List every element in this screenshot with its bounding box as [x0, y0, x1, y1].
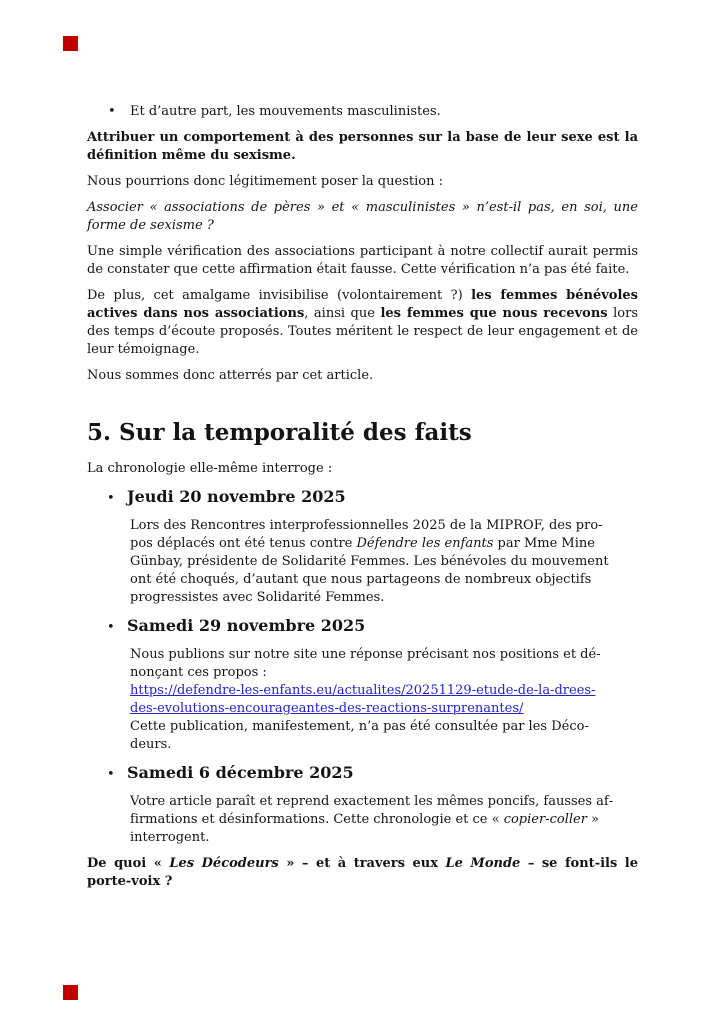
- paragraph: [87, 173, 638, 191]
- text-run: Nous sommes donc atterrés par cet article.: [87, 368, 374, 383]
- red-square-marker-bottom: [63, 985, 78, 1000]
- article-link[interactable]: https://defendre-les-enfants.eu/actualites/20251129-etude-de-la-drees-des-evolutions-encourageantes-des-reactions-surprenantes/: [130, 683, 596, 716]
- text-run: Défendre les enfants: [356, 536, 494, 551]
- text-run: par Mme Mine Günbay, présidente de Solidarité Femmes. Les bénévoles du mouvement ont été choqués, d’autant que nous partageons de nombreux objectifs progressistes avec Solidarité Femmes.: [130, 536, 609, 605]
- text-run: La chronologie elle-même interroge :: [87, 461, 333, 476]
- text-run: Cette publication, manifestement, n’a pas été consultée par les Décodeurs.: [130, 719, 589, 752]
- list-item-text: [127, 763, 354, 782]
- text-run: 5. Sur la temporalité des faits: [87, 419, 472, 446]
- text-run: Samedi 29 novembre 2025: [127, 616, 366, 635]
- list-item-text: [127, 487, 346, 506]
- date-list-item: [87, 762, 638, 783]
- text-run: les femmes que nous recevons: [380, 306, 608, 321]
- red-square-marker-top: [63, 36, 78, 51]
- text-run: , ainsi que: [304, 306, 381, 321]
- bullet-icon: •: [107, 767, 115, 782]
- text-run: De quoi «: [87, 856, 170, 871]
- text-run: Votre article paraît et reprend exactement les mêmes poncifs, fausses affirmations et désinformations. Cette chronologie et ce «: [130, 794, 614, 827]
- list-item-text: [127, 616, 365, 635]
- text-run: » interrogent.: [130, 812, 600, 845]
- text-run: Lors des Rencontres interprofessionnelles 2025 de la MIPROF, des propos déplacés ont été tenus contre: [130, 518, 603, 551]
- paragraph: [87, 243, 638, 279]
- bullet-icon: •: [107, 620, 115, 635]
- text-run: Une simple vérification des associations participant à notre collectif aurait permis de constater que cette affirmation était fausse. Cette vérification n’a pas été faite.: [87, 244, 638, 277]
- text-run: les femmes bénévoles actives dans nos associations: [87, 288, 638, 321]
- bullet-icon: •: [108, 104, 116, 119]
- paragraph: [87, 367, 638, 385]
- bullet-list-item: [87, 103, 638, 121]
- text-run: Attribuer un comportement à des personnes sur la base de leur sexe est la définition même du sexisme.: [87, 130, 638, 163]
- list-sub-paragraph: [130, 646, 618, 754]
- text-run: Et d’autre part, les mouvements masculinistes.: [130, 104, 441, 119]
- document-content: [87, 103, 638, 899]
- list-sub-paragraph: [130, 517, 618, 607]
- date-list-item: [87, 486, 638, 507]
- text-run: copier-coller: [503, 812, 587, 827]
- text-run: Samedi 6 décembre 2025: [127, 763, 354, 782]
- text-run: Associer « associations de pères » et « masculinistes » n’est-il pas, en soi, une forme de sexisme ?: [87, 200, 638, 233]
- text-run: Nous pourrions donc légitimement poser la question :: [87, 174, 443, 189]
- text-run: Les Décodeurs: [169, 856, 279, 871]
- section-heading: [87, 419, 638, 447]
- paragraph: [87, 287, 638, 359]
- paragraph: [87, 199, 638, 235]
- paragraph: [87, 460, 638, 478]
- bullet-icon: •: [107, 491, 115, 506]
- list-sub-paragraph: [130, 793, 618, 847]
- paragraph: [87, 129, 638, 165]
- date-list-item: [87, 615, 638, 636]
- text-run: De plus, cet amalgame invisibilise (volontairement ?): [87, 288, 472, 303]
- list-item-text: [130, 104, 441, 119]
- text-run: – se font-ils le porte-voix ?: [87, 856, 639, 889]
- text-run: Nous publions sur notre site une réponse précisant nos positions et dénonçant ces propos :: [130, 647, 601, 680]
- text-run: Le Monde: [445, 856, 521, 871]
- paragraph: [87, 855, 638, 891]
- text-run: Jeudi 20 novembre 2025: [127, 487, 346, 506]
- text-run: lors des temps d’écoute proposés. Toutes méritent le respect de leur engagement et de leur témoignage.: [87, 306, 638, 357]
- text-run: » – et à travers eux: [278, 856, 446, 871]
